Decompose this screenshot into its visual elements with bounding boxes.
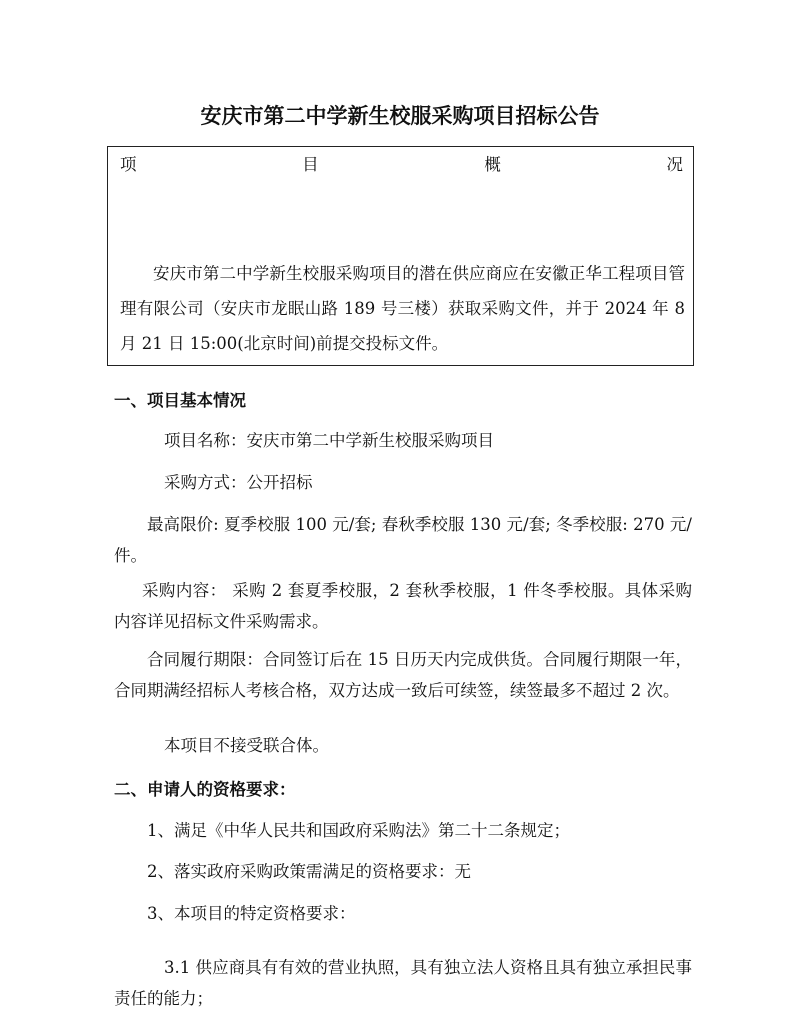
- max-price-paragraph: 最高限价: 夏季校服 100 元/套; 春秋季校服 130 元/套; 冬季校服: 270 元/件。: [114, 515, 692, 565]
- procurement-method-paragraph: 采购方式：公开招标: [164, 473, 313, 492]
- consortium-paragraph: 本项目不接受联合体。: [164, 736, 329, 755]
- qualification-item-3: 3、本项目的特定资格要求：: [147, 904, 356, 923]
- procurement-content-paragraph: 采购内容： 采购 2 套夏季校服，2 套秋季校服，1 件冬季校服。具体采购内容详见招标文件采购需求。: [114, 581, 692, 631]
- summary-header-char: 概: [484, 155, 501, 174]
- contract-period-paragraph: 合同履行期限：合同签订后在 15 日历天内完成供货。合同履行期限一年，合同期满经招标人考核合格，双方达成一致后可续签，续签最多不超过 2 次。: [114, 650, 692, 700]
- section-heading-qualifications: 二、申请人的资格要求：: [114, 780, 296, 799]
- summary-header-char: 项: [120, 155, 137, 174]
- summary-header-char: 目: [302, 155, 319, 174]
- qualification-item-1: 1、满足《中华人民共和国政府采购法》第二十二条规定；: [147, 821, 570, 840]
- project-summary-box: [107, 146, 694, 366]
- document-title: 安庆市第二中学新生校服采购项目招标公告: [200, 104, 600, 128]
- summary-header: [120, 151, 683, 175]
- qualification-item-2: 2、落实政府采购政策需满足的资格要求：无: [147, 862, 471, 881]
- section-heading-basic-info: 一、项目基本情况: [114, 391, 246, 410]
- project-name-paragraph: 项目名称：安庆市第二中学新生校服采购项目: [164, 431, 494, 450]
- summary-header-char: 况: [666, 155, 683, 174]
- summary-text: 安庆市第二中学新生校服采购项目的潜在供应商应在安徽正华工程项目管理有限公司（安庆市龙眠山路 189 号三楼）获取采购文件，并于 2024 年 8 月 21 日 15:00(北京时间)前提交投标文件。: [120, 264, 685, 353]
- qualification-item-3-1: 3.1 供应商具有有效的营业执照，具有独立法人资格且具有独立承担民事责任的能力；: [114, 958, 692, 1008]
